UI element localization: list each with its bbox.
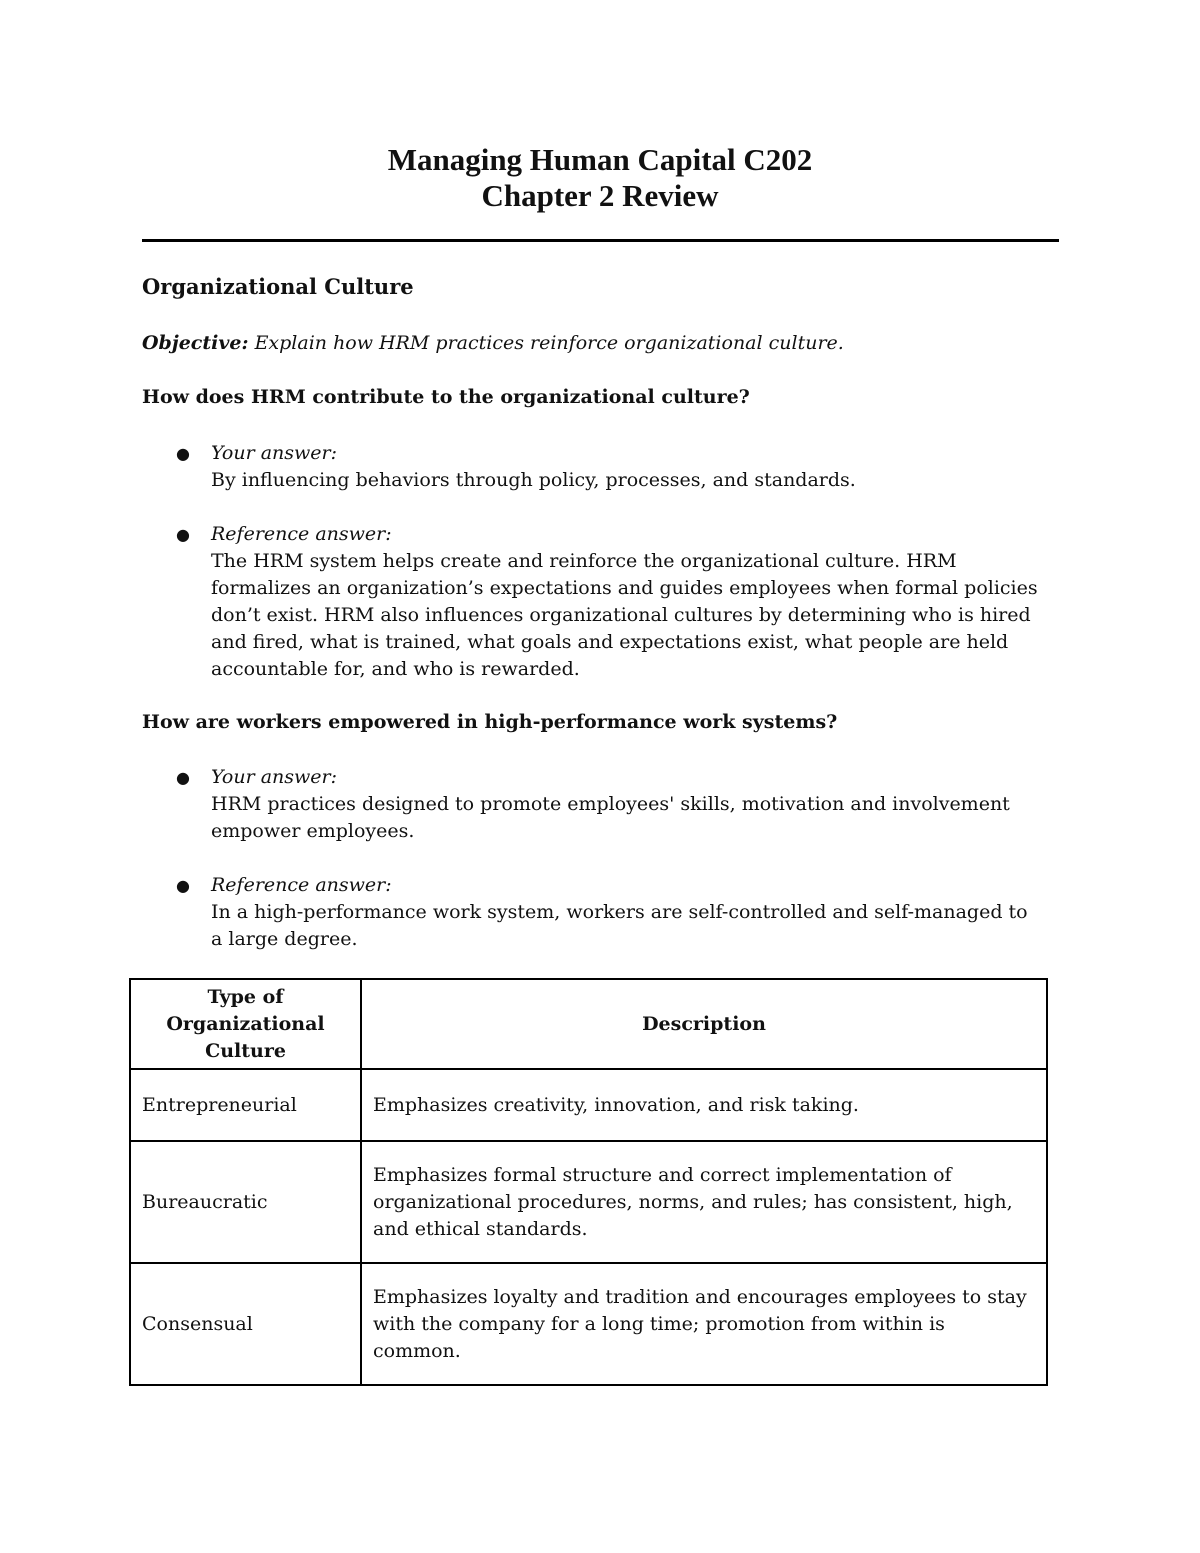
your-answer-label: Your answer: [211,766,337,788]
document-subtitle: Chapter 2 Review [481,178,719,213]
reference-answer-label: Reference answer: [211,874,392,896]
culture-type-cell: Consensual [130,1263,361,1385]
your-answer-text: HRM practices designed to promote employees' skills, motivation and involvement empower employees. [211,793,1010,842]
section-heading: Organizational Culture [142,274,414,299]
reference-answer-text: In a high-performance work system, workers are self-controlled and self-managed to a large degree. [211,901,1028,950]
table-row [130,1069,1047,1141]
question-1: How does HRM contribute to the organizational culture? [142,386,750,408]
objective-line [142,332,844,354]
bullet-icon: ● [176,768,190,787]
bullet-icon: ● [176,876,190,895]
horizontal-rule [142,239,1059,242]
table-row [130,1141,1047,1263]
header-description: Description [361,979,1047,1069]
culture-description-cell: Emphasizes formal structure and correct implementation of organizational procedures, norms, and rules; has consistent, high, and ethical standards. [361,1141,1047,1263]
your-answer-label: Your answer: [211,442,337,464]
culture-types-table [129,978,1048,1386]
bullet-icon: ● [176,525,190,544]
table-row [130,1263,1047,1385]
your-answer-2 [211,764,1011,845]
reference-answer-text: The HRM system helps create and reinforce the organizational culture. HRM formalizes an organization’s expectations and guides employees when formal policies don’t exist. HRM also influences organizational cultures by determining who is hired and fired, what is trained, what goals and expectations exist, what people are held accountable for, and who is rewarded. [211,550,1038,680]
bullet-icon: ● [176,444,190,463]
your-answer-1 [211,440,1061,494]
reference-answer-2 [211,872,1041,953]
header-type: Type of Organizational Culture [130,979,361,1069]
table-header-row [130,979,1047,1069]
reference-answer-label: Reference answer: [211,523,392,545]
culture-type-cell: Bureaucratic [130,1141,361,1263]
objective-label: Objective: [142,332,249,354]
your-answer-text: By influencing behaviors through policy, processes, and standards. [211,469,856,491]
objective-text: Explain how HRM practices reinforce organizational culture. [254,332,844,354]
culture-description-cell: Emphasizes loyalty and tradition and encourages employees to stay with the company for a long time; promotion from within is common. [361,1263,1047,1385]
reference-answer-1 [211,521,1056,683]
culture-description-cell: Emphasizes creativity, innovation, and risk taking. [361,1069,1047,1141]
question-2: How are workers empowered in high-performance work systems? [142,711,838,733]
culture-type-cell: Entrepreneurial [130,1069,361,1141]
document-title: Managing Human Capital C202 [387,142,813,177]
